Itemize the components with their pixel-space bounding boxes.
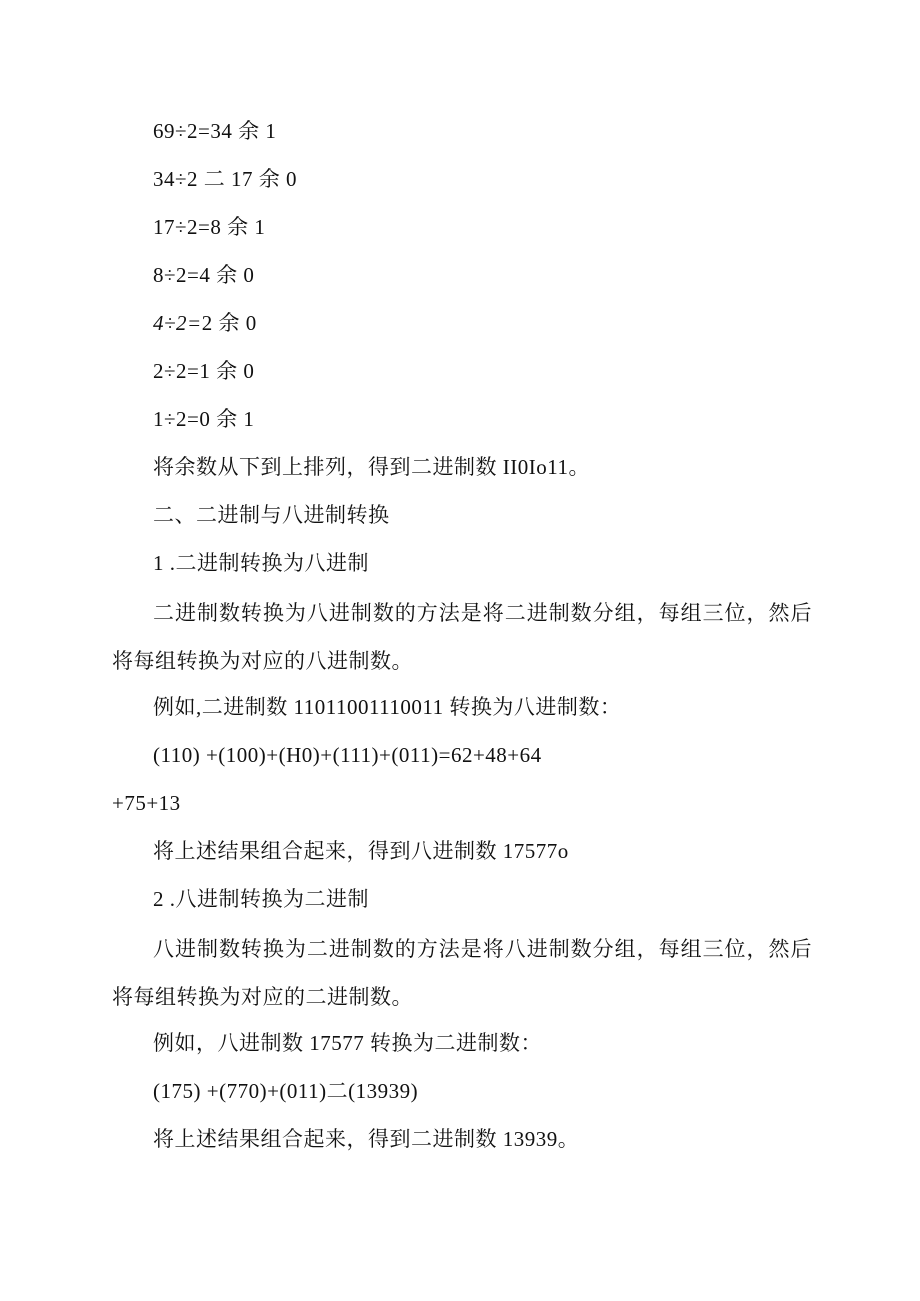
subsection-1-result: 将上述结果组合起来，得到八进制数 17577o <box>153 839 569 863</box>
division-step-5-rest: 2 余 0 <box>201 311 257 335</box>
subsection-1-formula-line1: (110) +(100)+(H0)+(111)+(011)=62+48+64 <box>153 743 542 767</box>
division-step-7: 1÷2=0 余 1 <box>153 407 255 431</box>
division-step-3: 17÷2=8 余 1 <box>153 215 266 239</box>
section-heading: 二、二进制与八进制转换 <box>153 503 390 527</box>
division-step-2: 34÷2 二 17 余 0 <box>153 167 298 191</box>
subsection-1-formula-line2: +75+13 <box>112 791 181 815</box>
remainder-result: 将余数从下到上排列，得到二进制数 II0Io11。 <box>153 455 590 479</box>
subsection-2-example-intro: 例如，八进制数 17577 转换为二进制数： <box>153 1031 542 1055</box>
division-step-5 <box>153 309 257 337</box>
subsection-1-description: 二进制数转换为八进制数的方法是将二进制数分组，每组三位，然后将每组转换为对应的八进制数。 <box>112 601 812 673</box>
division-step-6: 2÷2=1 余 0 <box>153 359 255 383</box>
division-step-4: 8÷2=4 余 0 <box>153 263 255 287</box>
subsection-2-heading: 2 .八进制转换为二进制 <box>153 887 369 911</box>
subsection-2-description: 八进制数转换为二进制数的方法是将八进制数分组，每组三位，然后将每组转换为对应的二进制数。 <box>112 937 812 1009</box>
division-step-1: 69÷2=34 余 1 <box>153 119 277 143</box>
subsection-1-example-intro: 例如,二进制数 11011001110011 转换为八进制数： <box>153 695 622 719</box>
subsection-2-result: 将上述结果组合起来，得到二进制数 13939。 <box>153 1127 580 1151</box>
subsection-1-heading: 1 .二进制转换为八进制 <box>153 551 369 575</box>
division-step-5-italic: 4÷2= <box>153 311 202 335</box>
subsection-2-formula: (175) +(770)+(011)二(13939) <box>153 1079 419 1103</box>
